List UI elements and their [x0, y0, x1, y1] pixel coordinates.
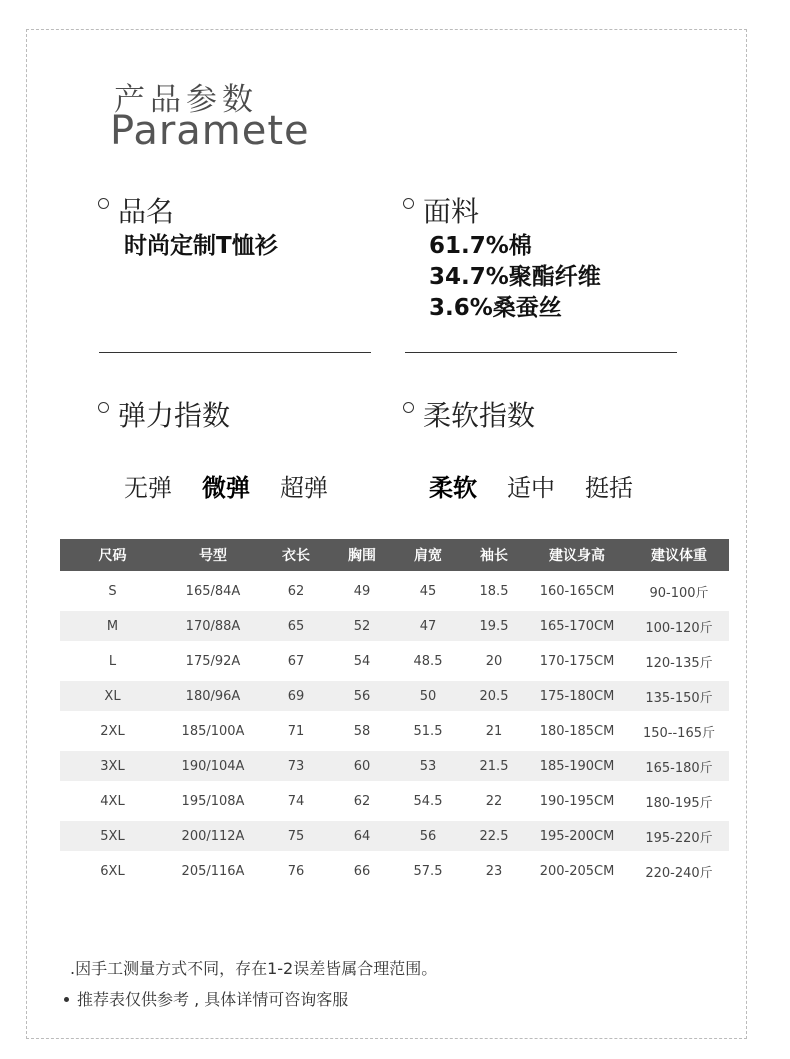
table-cell: 22 — [485, 793, 503, 809]
softness-heading — [403, 394, 535, 434]
table-cell: 66 — [353, 863, 371, 879]
table-cell: 22.5 — [463, 821, 525, 851]
elasticity-option-none: 无弹 — [124, 474, 172, 502]
table-cell: 195-220斤 — [629, 821, 729, 851]
table-cell: 53 — [393, 751, 463, 781]
table-cell: 200-205CM — [539, 863, 615, 879]
table-cell: 200/112A — [165, 821, 261, 851]
header-chest: 胸围 — [331, 539, 393, 571]
table-cell: 195/108A — [181, 793, 245, 809]
table-cell: 54 — [353, 653, 371, 669]
circle-bullet-icon — [98, 402, 109, 413]
table-cell: 73 — [261, 751, 331, 781]
softness-option-soft: 柔软 — [429, 474, 477, 502]
softness-label: 柔软指数 — [423, 399, 536, 432]
table-cell: L — [108, 653, 117, 669]
header-weight: 建议体重 — [629, 539, 729, 571]
elasticity-label: 弹力指数 — [118, 399, 231, 432]
header-height: 建议身高 — [525, 539, 629, 571]
circle-bullet-icon — [403, 198, 414, 209]
table-cell: 47 — [393, 611, 463, 641]
table-cell: 20.5 — [463, 681, 525, 711]
header-shoulder: 肩宽 — [393, 539, 463, 571]
table-cell: 4XL — [100, 793, 125, 809]
table-row — [60, 641, 729, 681]
title-english: Paramete — [110, 108, 310, 154]
table-cell: 50 — [393, 681, 463, 711]
reference-note-text: 推荐表仅供参考 , 具体详情可咨询客服 — [77, 990, 349, 1009]
table-row — [60, 711, 729, 751]
table-header-row — [60, 539, 729, 571]
table-cell: 23 — [485, 863, 503, 879]
table-cell: XL — [60, 681, 165, 711]
table-row — [60, 571, 729, 611]
table-cell: 120-135斤 — [645, 655, 713, 671]
header-size: 尺码 — [60, 539, 165, 571]
table-cell: 165/84A — [185, 583, 241, 599]
table-cell: 56 — [393, 821, 463, 851]
table-cell: 6XL — [100, 863, 125, 879]
table-cell: 62 — [353, 793, 371, 809]
size-table — [60, 539, 729, 891]
table-cell: 71 — [287, 723, 305, 739]
table-cell: 90-100斤 — [649, 585, 709, 601]
table-cell: 76 — [287, 863, 305, 879]
table-cell: 51.5 — [413, 723, 443, 739]
circle-bullet-icon — [98, 198, 109, 209]
table-row — [60, 821, 729, 851]
table-row — [60, 681, 729, 711]
table-cell: 3XL — [60, 751, 165, 781]
table-cell: 69 — [261, 681, 331, 711]
table-row — [60, 751, 729, 781]
fabric-value-1: 61.7%棉 — [429, 233, 532, 259]
table-cell: 21 — [485, 723, 503, 739]
header-length: 衣长 — [261, 539, 331, 571]
fabric-heading — [403, 190, 479, 230]
product-name-label: 品名 — [118, 195, 175, 228]
table-cell: 60 — [331, 751, 393, 781]
table-cell: 180-195斤 — [645, 795, 713, 811]
table-row — [60, 611, 729, 641]
table-cell: 54.5 — [413, 793, 443, 809]
fabric-value-3: 3.6%桑蚕丝 — [429, 295, 562, 321]
circle-bullet-icon — [403, 402, 414, 413]
table-cell: 5XL — [60, 821, 165, 851]
table-cell: 58 — [353, 723, 371, 739]
table-cell: 180/96A — [165, 681, 261, 711]
table-cell: 195-200CM — [525, 821, 629, 851]
table-cell: 220-240斤 — [645, 865, 713, 881]
table-cell: 2XL — [100, 723, 125, 739]
fabric-label: 面料 — [423, 195, 480, 228]
table-cell: 20 — [485, 653, 503, 669]
header-model: 号型 — [165, 539, 261, 571]
fabric-values — [429, 231, 601, 324]
table-cell: 65 — [261, 611, 331, 641]
table-body — [60, 571, 729, 891]
table-cell: 45 — [419, 583, 437, 599]
table-cell: 185/100A — [181, 723, 245, 739]
table-cell: 56 — [331, 681, 393, 711]
table-cell: 165-180斤 — [629, 751, 729, 781]
table-row — [60, 851, 729, 891]
softness-option-medium: 适中 — [507, 474, 555, 502]
divider-right — [405, 352, 677, 353]
table-cell: 62 — [287, 583, 305, 599]
product-name-value: 时尚定制T恤衫 — [124, 233, 278, 259]
table-cell: 18.5 — [479, 583, 509, 599]
table-cell: 170-175CM — [539, 653, 615, 669]
table-cell: 21.5 — [463, 751, 525, 781]
table-cell: 190-195CM — [539, 793, 615, 809]
table-cell: 165-170CM — [525, 611, 629, 641]
fabric-value-2: 34.7%聚酯纤维 — [429, 264, 601, 290]
table-cell: 175/92A — [185, 653, 241, 669]
table-cell: M — [60, 611, 165, 641]
table-cell: 52 — [331, 611, 393, 641]
table-cell: 190/104A — [165, 751, 261, 781]
table-cell: 57.5 — [413, 863, 443, 879]
elasticity-option-super: 超弹 — [280, 474, 328, 502]
elasticity-options — [124, 468, 358, 503]
reference-note — [64, 987, 348, 1010]
table-cell: 205/116A — [181, 863, 245, 879]
softness-option-stiff: 挺括 — [585, 474, 633, 502]
title-chinese: 产品参数 — [114, 82, 258, 118]
table-cell: 49 — [353, 583, 371, 599]
header-sleeve: 袖长 — [463, 539, 525, 571]
table-cell: 185-190CM — [525, 751, 629, 781]
table-row — [60, 781, 729, 821]
table-cell: 160-165CM — [539, 583, 615, 599]
table-cell: 74 — [287, 793, 305, 809]
table-cell: S — [108, 583, 117, 599]
table-cell: 48.5 — [413, 653, 443, 669]
table-cell: 19.5 — [463, 611, 525, 641]
softness-options — [429, 468, 663, 503]
table-cell: 175-180CM — [525, 681, 629, 711]
table-cell: 150--165斤 — [642, 725, 715, 741]
table-cell: 170/88A — [165, 611, 261, 641]
table-cell: 75 — [261, 821, 331, 851]
elasticity-option-slight: 微弹 — [202, 474, 250, 502]
divider-left — [99, 352, 371, 353]
table-cell: 180-185CM — [539, 723, 615, 739]
table-cell: 67 — [287, 653, 305, 669]
elasticity-heading — [98, 394, 230, 434]
dot-bullet-icon — [64, 997, 69, 1002]
table-cell: 100-120斤 — [629, 611, 729, 641]
table-cell: 135-150斤 — [629, 681, 729, 711]
table-cell: 64 — [331, 821, 393, 851]
product-name-heading — [98, 190, 174, 230]
measurement-note: .因手工测量方式不同，存在1-2误差皆属合理范围。 — [70, 959, 438, 978]
